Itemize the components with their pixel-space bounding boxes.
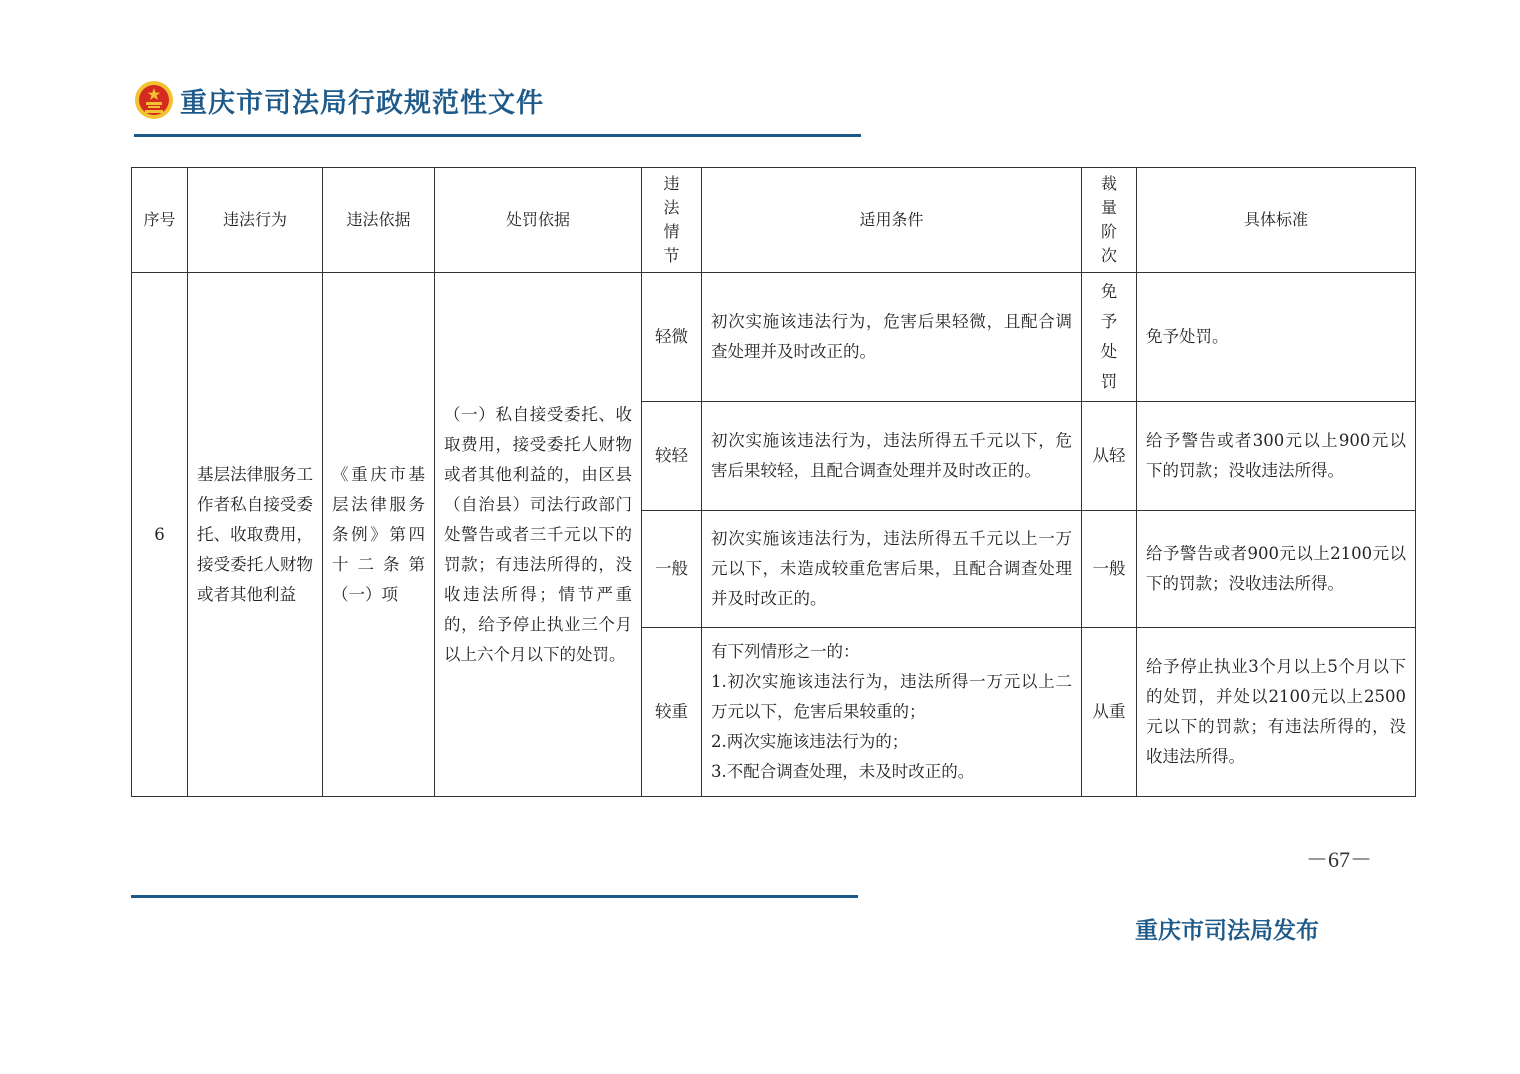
condition-line: 3.不配合调查处理，未及时改正的。 <box>711 762 975 781</box>
condition-line: 有下列情形之一的： <box>711 642 860 661</box>
condition-cell: 初次实施该违法行为，违法所得五千元以下，危害后果较轻，且配合调查处理并及时改正的。 <box>702 402 1082 511</box>
penalty-basis-cell: （一）私自接受委托、收取费用，接受委托人财物或者其他利益的，由区县（自治县）司法行政部门处警告或者三千元以下的罚款；有违法所得的，没收违法所得；情节严重的，给予停止执业三个月以上六个月以下的处罚。 <box>435 273 642 797</box>
condition-line: 1.初次实施该违法行为，违法所得一万元以上二万元以下，危害后果较重的； <box>711 672 1072 721</box>
penalty-standard-table <box>131 167 1416 797</box>
header-divider <box>134 134 861 137</box>
standard-cell: 给予停止执业3个月以上5个月以下的处罚，并处以2100元以上2500元以下的罚款；有违法所得的，没收违法所得。 <box>1137 628 1416 797</box>
severity-cell: 一般 <box>642 511 702 628</box>
footer-divider <box>131 895 858 898</box>
column-header: 适用条件 <box>702 168 1082 273</box>
column-header: 序号 <box>132 168 188 273</box>
severity-cell: 较轻 <box>642 402 702 511</box>
seq-cell: 6 <box>132 273 188 797</box>
national-emblem-icon <box>134 80 174 120</box>
publisher-label: 重庆市司法局发布 <box>1135 918 1319 944</box>
standard-cell: 给予警告或者300元以上900元以下的罚款；没收违法所得。 <box>1137 402 1416 511</box>
condition-cell: 初次实施该违法行为，违法所得五千元以上一万元以下，未造成较重危害后果，且配合调查处理并及时改正的。 <box>702 511 1082 628</box>
severity-cell: 轻微 <box>642 273 702 402</box>
column-header: 处罚依据 <box>435 168 642 273</box>
violation-basis-cell: 《重庆市基层法律服务条例》第四十二条第（一）项 <box>323 273 435 797</box>
table-row <box>132 273 1416 402</box>
condition-cell: 初次实施该违法行为，危害后果轻微，且配合调查处理并及时改正的。 <box>702 273 1082 402</box>
column-header: 裁量阶次 <box>1082 168 1137 273</box>
column-header: 违法行为 <box>188 168 323 273</box>
document-header <box>134 78 544 122</box>
page-number: －67－ <box>1306 847 1373 872</box>
standard-cell: 给予警告或者900元以上2100元以下的罚款；没收违法所得。 <box>1137 511 1416 628</box>
degree-cell: 从轻 <box>1082 402 1137 511</box>
standard-cell: 免予处罚。 <box>1137 273 1416 402</box>
column-header: 违法情节 <box>642 168 702 273</box>
degree-cell: 免予处罚 <box>1082 273 1137 402</box>
condition-line: 2.两次实施该违法行为的； <box>711 732 909 751</box>
column-header: 具体标准 <box>1137 168 1416 273</box>
condition-cell <box>702 628 1082 797</box>
table-header-row <box>132 168 1416 273</box>
violation-act-cell: 基层法律服务工作者私自接受委托、收取费用，接受委托人财物或者其他利益 <box>188 273 323 797</box>
severity-cell: 较重 <box>642 628 702 797</box>
column-header: 违法依据 <box>323 168 435 273</box>
header-title: 重庆市司法局行政规范性文件 <box>180 87 544 119</box>
degree-cell: 从重 <box>1082 628 1137 797</box>
degree-cell: 一般 <box>1082 511 1137 628</box>
